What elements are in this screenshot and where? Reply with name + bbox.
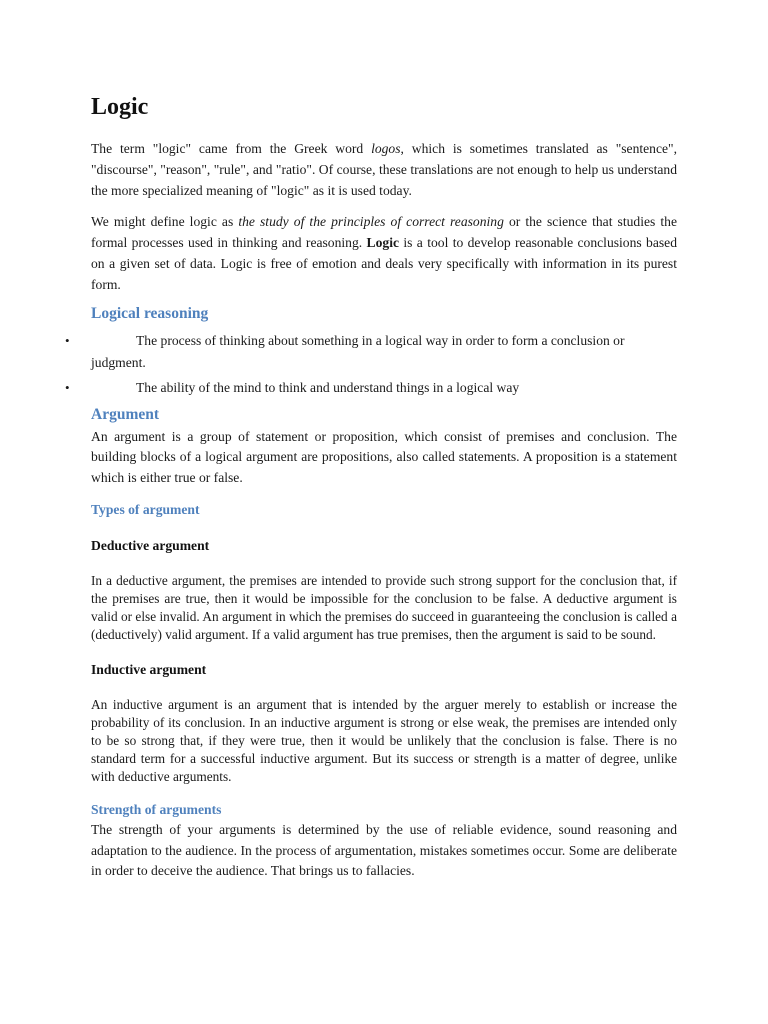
definition-paragraph (91, 212, 677, 295)
logical-reasoning-heading: Logical reasoning (91, 304, 209, 322)
definition-bold-logic: Logic (366, 235, 400, 251)
strength-heading: Strength of arguments (91, 802, 222, 818)
inductive-paragraph: An inductive argument is an argument that is intended by the arguer merely to establish or increase the probability of its conclusion. In an inductive argument is strong or else weak, the premises are intended only to be so strong that, if they were true, then it would be unlikely that the conclusion is false. There is no standard term for a successful inductive argument. But its success or strength is a matter of degree, unlike with deductive arguments. (91, 697, 677, 785)
list-item (65, 330, 677, 374)
list-item-text: The ability of the mind to think and understand things in a logical way (136, 379, 520, 395)
definition-text-2: or the science that studies the formal processes used in thinking and reasoning. (91, 214, 677, 251)
definition-italic: the study of the principles of correct reasoning (238, 214, 504, 230)
intro-logos-italic: logos (371, 141, 401, 156)
document-page (65, 92, 678, 882)
types-heading: Types of argument (91, 502, 200, 518)
page-title: Logic (91, 94, 149, 120)
deductive-paragraph: In a deductive argument, the premises are intended to provide such strong support for the conclusion that, if the premises are true, then it would be impossible for the conclusion to be false. A deductive argument is valid or else invalid. An argument in which the premises do succeed in guaranteeing the conclusion is called a (deductively) valid argument. If a valid argument has true premises, then the argument is said to be sound. (91, 573, 677, 643)
list-item (65, 377, 677, 399)
definition-text-3: is a tool to develop reasonable conclusions based on a given set of data. Logic is free of emotion and deals very specifically with information in its purest form. (91, 235, 678, 292)
intro-text-2: , which is sometimes translated as "sentence", "discourse", "reason", "rule", and "ratio". Of course, these translations are not enough to help us understand the more specialized meaning of "logic" as it is used today. (91, 141, 677, 198)
list-item-text: The process of thinking about something in a logical way in order to form a conclusion or judgment. (91, 332, 625, 370)
intro-text-1: The term "logic" came from the Greek word (91, 141, 372, 156)
deductive-heading: Deductive argument (91, 538, 210, 554)
bullet-dot-icon: • (65, 379, 70, 395)
intro-paragraph (91, 139, 677, 201)
argument-heading: Argument (91, 405, 160, 423)
argument-paragraph: An argument is a group of statement or proposition, which consist of premises and conclusion. The building blocks of a logical argument are propositions, also called statements. A proposition is a statement which is either true or false. (91, 428, 677, 485)
inductive-heading: Inductive argument (91, 662, 207, 678)
bullet-dot-icon: • (65, 332, 70, 348)
definition-text-1: We might define logic as (91, 214, 239, 230)
strength-paragraph: The strength of your arguments is determined by the use of reliable evidence, sound reasoning and adaptation to the audience. In the process of argumentation, mistakes sometimes occur. Some are deliberate in order to deceive the audience. That brings us to fallacies. (91, 822, 677, 879)
logical-reasoning-list (65, 330, 677, 399)
